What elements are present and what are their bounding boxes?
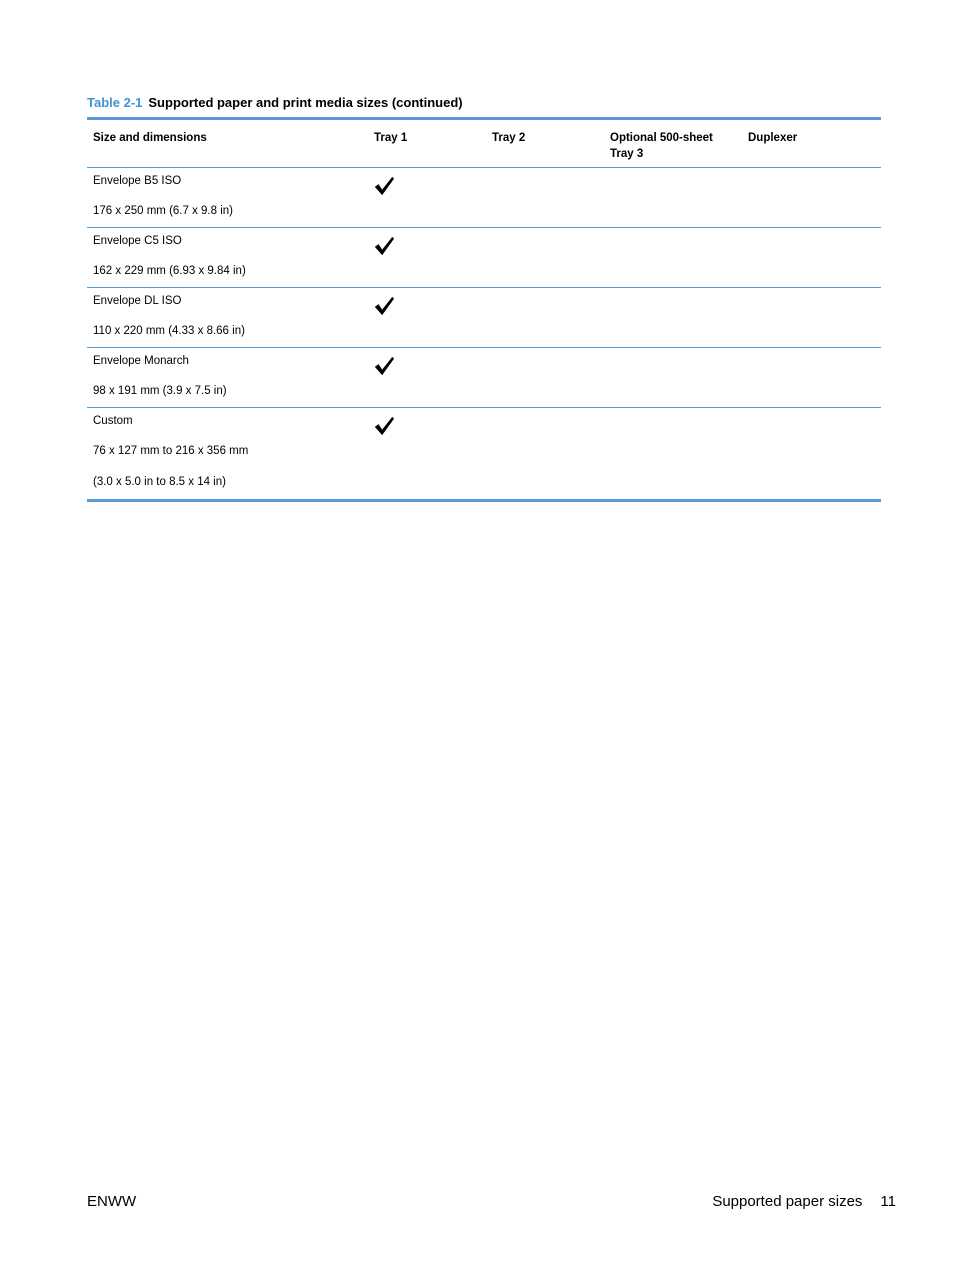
table-row (87, 408, 881, 499)
table-row (87, 168, 881, 228)
row-dimensions: 176 x 250 mm (6.7 x 9.8 in) (93, 205, 233, 217)
checkmark-icon (373, 355, 395, 377)
row-size-name: Envelope C5 ISO (93, 235, 182, 247)
checkmark-icon (373, 235, 395, 257)
row-size-name: Envelope B5 ISO (93, 175, 182, 187)
row-dimensions: 162 x 229 mm (6.93 x 9.84 in) (93, 265, 246, 277)
table-number: Table 2-1 (87, 95, 143, 110)
checkmark-icon (373, 415, 395, 437)
header-tray-1: Tray 1 (374, 132, 408, 144)
header-duplexer: Duplexer (748, 132, 798, 144)
checkmark-icon (373, 175, 395, 197)
table-row (87, 288, 881, 348)
footer-section-title: Supported paper sizes (712, 1193, 863, 1210)
table-title: Supported paper and print media sizes (continued) (148, 95, 463, 110)
table-caption (87, 95, 463, 110)
paper-sizes-table (87, 117, 881, 502)
header-tray-3: Optional 500-sheet Tray 3 (610, 132, 713, 160)
row-dimensions: 76 x 127 mm to 216 x 356 mm (93, 445, 249, 457)
checkmark-icon (373, 295, 395, 317)
footer-right (712, 1193, 896, 1210)
row-dimensions: 110 x 220 mm (4.33 x 8.66 in) (93, 325, 245, 337)
header-tray-2: Tray 2 (492, 132, 526, 144)
page-number: 11 (880, 1193, 896, 1210)
table-row (87, 228, 881, 288)
row-dimensions: 98 x 191 mm (3.9 x 7.5 in) (93, 385, 227, 397)
row-size-name: Envelope DL ISO (93, 295, 182, 307)
table-header (87, 120, 881, 168)
footer-left: ENWW (87, 1193, 137, 1210)
header-size-and-dimensions: Size and dimensions (93, 132, 207, 144)
row-size-name: Custom (93, 415, 133, 427)
table-row (87, 348, 881, 408)
row-size-name: Envelope Monarch (93, 355, 189, 367)
row-dimensions-inches: (3.0 x 5.0 in to 8.5 x 14 in) (93, 476, 226, 488)
